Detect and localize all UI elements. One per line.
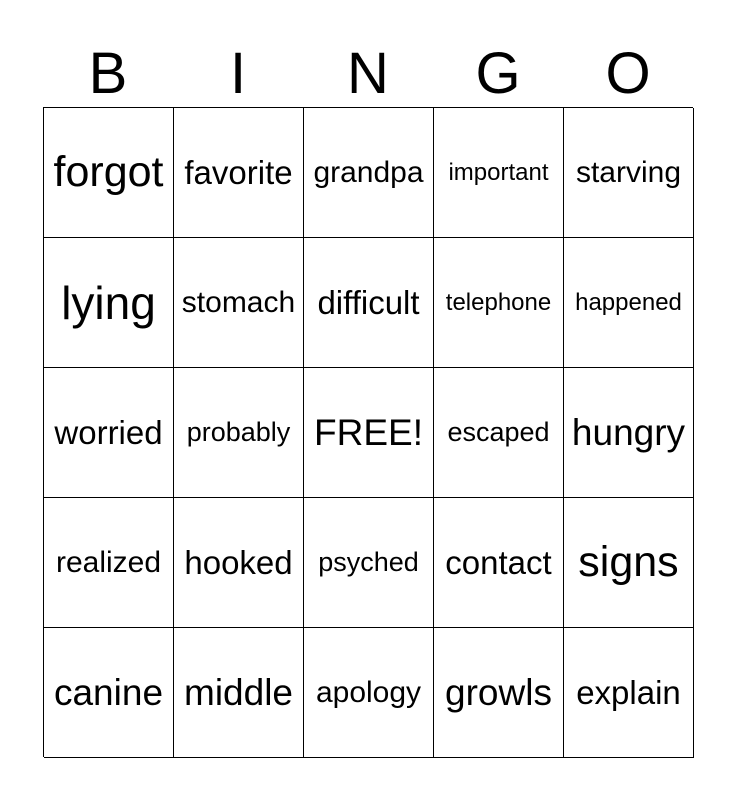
header-letter-i: I xyxy=(229,41,247,106)
bingo-cell[interactable]: telephone xyxy=(434,238,564,368)
bingo-cell[interactable]: explain xyxy=(564,628,694,758)
bingo-cell[interactable]: hooked xyxy=(174,498,304,628)
bingo-cell[interactable]: apology xyxy=(304,628,434,758)
bingo-cell[interactable]: stomach xyxy=(174,238,304,368)
bingo-cell[interactable]: worried xyxy=(44,368,174,498)
bingo-cell[interactable]: important xyxy=(434,108,564,238)
bingo-cell[interactable]: canine xyxy=(44,628,174,758)
bingo-cell[interactable]: hungry xyxy=(564,368,694,498)
bingo-cell[interactable]: forgot xyxy=(44,108,174,238)
bingo-cell[interactable]: happened xyxy=(564,238,694,368)
free-space[interactable]: FREE! xyxy=(304,368,434,498)
bingo-cell[interactable]: favorite xyxy=(174,108,304,238)
bingo-header xyxy=(43,40,693,108)
bingo-cell[interactable]: grandpa xyxy=(304,108,434,238)
bingo-cell[interactable]: starving xyxy=(564,108,694,238)
bingo-cell[interactable]: signs xyxy=(564,498,694,628)
bingo-cell[interactable]: psyched xyxy=(304,498,434,628)
bingo-cell[interactable]: lying xyxy=(44,238,174,368)
bingo-cell[interactable]: probably xyxy=(174,368,304,498)
bingo-grid xyxy=(43,107,693,757)
header-letter-b: B xyxy=(88,41,128,106)
bingo-cell[interactable]: realized xyxy=(44,498,174,628)
bingo-cell[interactable]: contact xyxy=(434,498,564,628)
bingo-cell[interactable]: difficult xyxy=(304,238,434,368)
bingo-cell[interactable]: middle xyxy=(174,628,304,758)
bingo-cell[interactable]: escaped xyxy=(434,368,564,498)
header-letter-g: G xyxy=(475,41,521,106)
header-letter-n: N xyxy=(347,41,389,106)
bingo-cell[interactable]: growls xyxy=(434,628,564,758)
header-letter-o: O xyxy=(605,41,651,106)
